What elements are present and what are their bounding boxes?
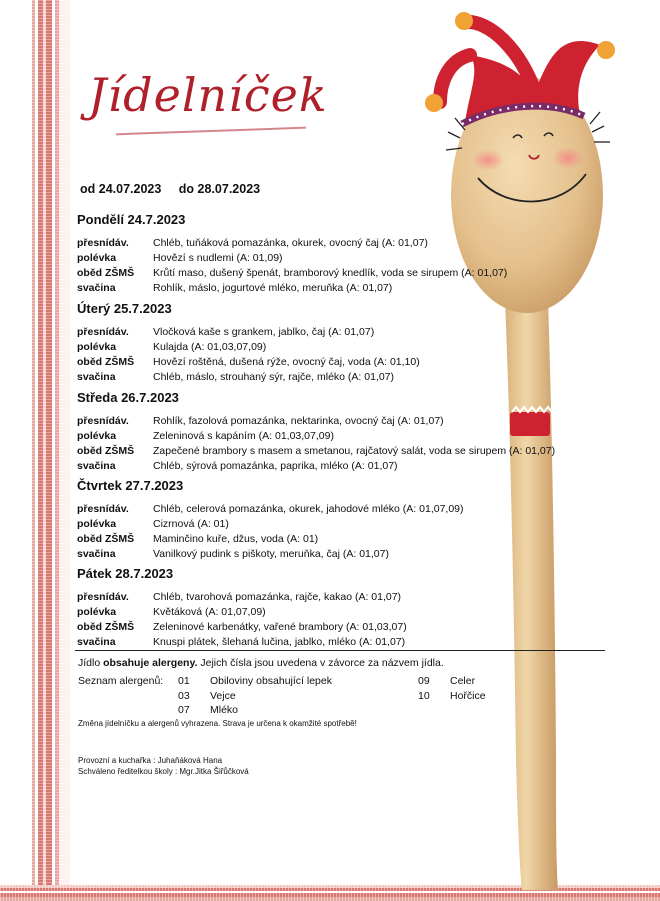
- allergen-intro: [78, 657, 444, 669]
- allergen-list-label: Seznam alergenů:: [78, 675, 164, 687]
- allergen-intro-pre: Jídlo: [78, 657, 104, 669]
- meal-label: svačina: [77, 548, 116, 560]
- meal-row: [77, 532, 617, 547]
- allergen-number: 07: [178, 704, 190, 716]
- allergen-number: 09: [418, 675, 430, 687]
- meal-text: Vločková kaše s grankem, jablko, čaj (A: 01,07): [153, 326, 375, 338]
- meal-row: [77, 517, 617, 532]
- meal-text: Vanilkový pudink s piškoty, meruňka, čaj (A: 01,07): [153, 548, 389, 560]
- meal-row: [77, 281, 617, 296]
- meal-text: Květáková (A: 01,07,09): [153, 606, 266, 618]
- meal-row: [77, 251, 617, 266]
- meal-text: Zeleninové karbenátky, vařené brambory (A: 01,03,07): [153, 621, 407, 633]
- meal-text: Chléb, tvarohová pomazánka, rajče, kakao (A: 01,07): [153, 591, 402, 603]
- meal-label: oběd ZŠMŠ: [77, 621, 135, 633]
- allergen-number: 03: [178, 689, 190, 702]
- meal-label: polévka: [77, 341, 117, 353]
- meal-row: [77, 605, 617, 620]
- divider: [75, 650, 605, 651]
- day-tuesday: [77, 301, 617, 385]
- allergen-name: Celer: [450, 675, 476, 687]
- meal-row: [77, 236, 617, 251]
- meal-text: Chléb, tuňáková pomazánka, okurek, ovocný čaj (A: 01,07): [153, 237, 428, 249]
- meal-row: [77, 502, 617, 517]
- meal-row: [77, 635, 617, 650]
- meal-row: [77, 620, 617, 635]
- meal-label: přesnídáv.: [77, 237, 129, 249]
- meal-row: [77, 590, 617, 605]
- meal-text: Knuspi plátek, šlehaná lučina, jablko, mléko (A: 01,07): [153, 636, 406, 648]
- meal-text: Rohlík, fazolová pomazánka, nektarinka, ovocný čaj (A: 01,07): [153, 415, 444, 427]
- meal-label: přesnídáv.: [77, 503, 129, 515]
- meal-label: svačina: [77, 371, 116, 383]
- meal-label: svačina: [77, 460, 116, 472]
- allergen-item: [178, 703, 238, 718]
- allergen-item: [418, 689, 486, 704]
- meal-row: [77, 459, 617, 474]
- allergen-name: Vejce: [210, 689, 236, 702]
- meal-label: polévka: [77, 430, 117, 442]
- meal-label: oběd ZŠMŠ: [77, 445, 135, 457]
- day-heading: Čtvrtek 27.7.2023: [77, 478, 184, 493]
- menu-period: [80, 182, 274, 196]
- meal-label: svačina: [77, 636, 116, 648]
- meal-label: polévka: [77, 518, 117, 530]
- meal-text: Chléb, celerová pomazánka, okurek, jahodové mléko (A: 01,07,09): [153, 503, 464, 515]
- day-monday: [77, 212, 617, 296]
- disclaimer-note: Změna jídelníčku a alergenů vyhrazena. Strava je určena k okamžité spotřebě!: [78, 719, 357, 728]
- period-to: do 28.07.2023: [178, 182, 261, 196]
- meal-row: [77, 444, 617, 459]
- day-wednesday: [77, 390, 617, 474]
- day-heading: Úterý 25.7.2023: [77, 301, 172, 316]
- meal-text: Chléb, máslo, strouhaný sýr, rajče, mléko (A: 01,07): [153, 371, 395, 383]
- meal-text: Chléb, sýrová pomazánka, paprika, mléko (A: 01,07): [153, 460, 398, 472]
- meal-row: [77, 340, 617, 355]
- day-heading: Středa 26.7.2023: [77, 390, 179, 405]
- meal-row: [77, 266, 617, 281]
- page-title: Jídelníček: [88, 68, 328, 122]
- meal-row: [77, 355, 617, 370]
- meal-label: polévka: [77, 252, 117, 264]
- allergen-item: [178, 689, 236, 704]
- day-heading: Pátek 28.7.2023: [77, 566, 174, 581]
- meal-text: Kulajda (A: 01,03,07,09): [153, 341, 267, 353]
- allergen-intro-post: Jejich čísla jsou uvedena v závorce za názvem jídla.: [197, 657, 444, 669]
- allergen-item: [178, 674, 332, 689]
- meal-text: Zeleninová s kapáním (A: 01,03,07,09): [153, 430, 334, 442]
- allergen-name: Hořčice: [450, 689, 486, 702]
- staff-info: [78, 755, 249, 777]
- meal-text: Krůtí maso, dušený špenát, bramborový knedlík, voda se sirupem (A: 01,07): [153, 267, 508, 279]
- meal-row: [77, 429, 617, 444]
- meal-text: Cizrnová (A: 01): [153, 518, 229, 530]
- allergen-number: 10: [418, 689, 430, 702]
- cook-name: Provozní a kuchařka : Juhaňáková Hana: [78, 756, 223, 765]
- meal-row: [77, 414, 617, 429]
- allergen-number: 01: [178, 675, 190, 687]
- meal-text: Hovězí s nudlemi (A: 01,09): [153, 252, 283, 264]
- meal-label: svačina: [77, 282, 116, 294]
- allergen-name: Mléko: [210, 704, 239, 716]
- meal-text: Zapečené brambory s masem a smetanou, rajčatový salát, voda se sirupem (A: 01,07): [153, 445, 556, 457]
- day-heading: Pondělí 24.7.2023: [77, 212, 186, 227]
- approved-by: Schváleno ředitelkou školy : Mgr.Jitka Šiřůčková: [78, 767, 249, 776]
- meal-label: polévka: [77, 606, 117, 618]
- meal-label: přesnídáv.: [77, 326, 129, 338]
- meal-label: oběd ZŠMŠ: [77, 267, 135, 279]
- meal-label: přesnídáv.: [77, 415, 129, 427]
- meal-row: [77, 370, 617, 385]
- day-friday: [77, 566, 617, 650]
- allergen-intro-bold: obsahuje alergeny.: [103, 657, 198, 669]
- meal-text: Hovězí roštěná, dušená rýže, ovocný čaj, voda (A: 01,10): [153, 356, 420, 368]
- allergen-item: [418, 674, 475, 689]
- meal-label: přesnídáv.: [77, 591, 129, 603]
- meal-text: Maminčino kuře, džus, voda (A: 01): [153, 533, 319, 545]
- meal-label: oběd ZŠMŠ: [77, 356, 135, 368]
- allergen-name: Obiloviny obsahující lepek: [210, 675, 332, 687]
- meal-row: [77, 325, 617, 340]
- day-thursday: [77, 478, 617, 562]
- meal-row: [77, 547, 617, 562]
- period-from: od 24.07.2023: [80, 182, 162, 196]
- meal-label: oběd ZŠMŠ: [77, 533, 135, 545]
- meal-text: Rohlík, máslo, jogurtové mléko, meruňka (A: 01,07): [153, 282, 393, 294]
